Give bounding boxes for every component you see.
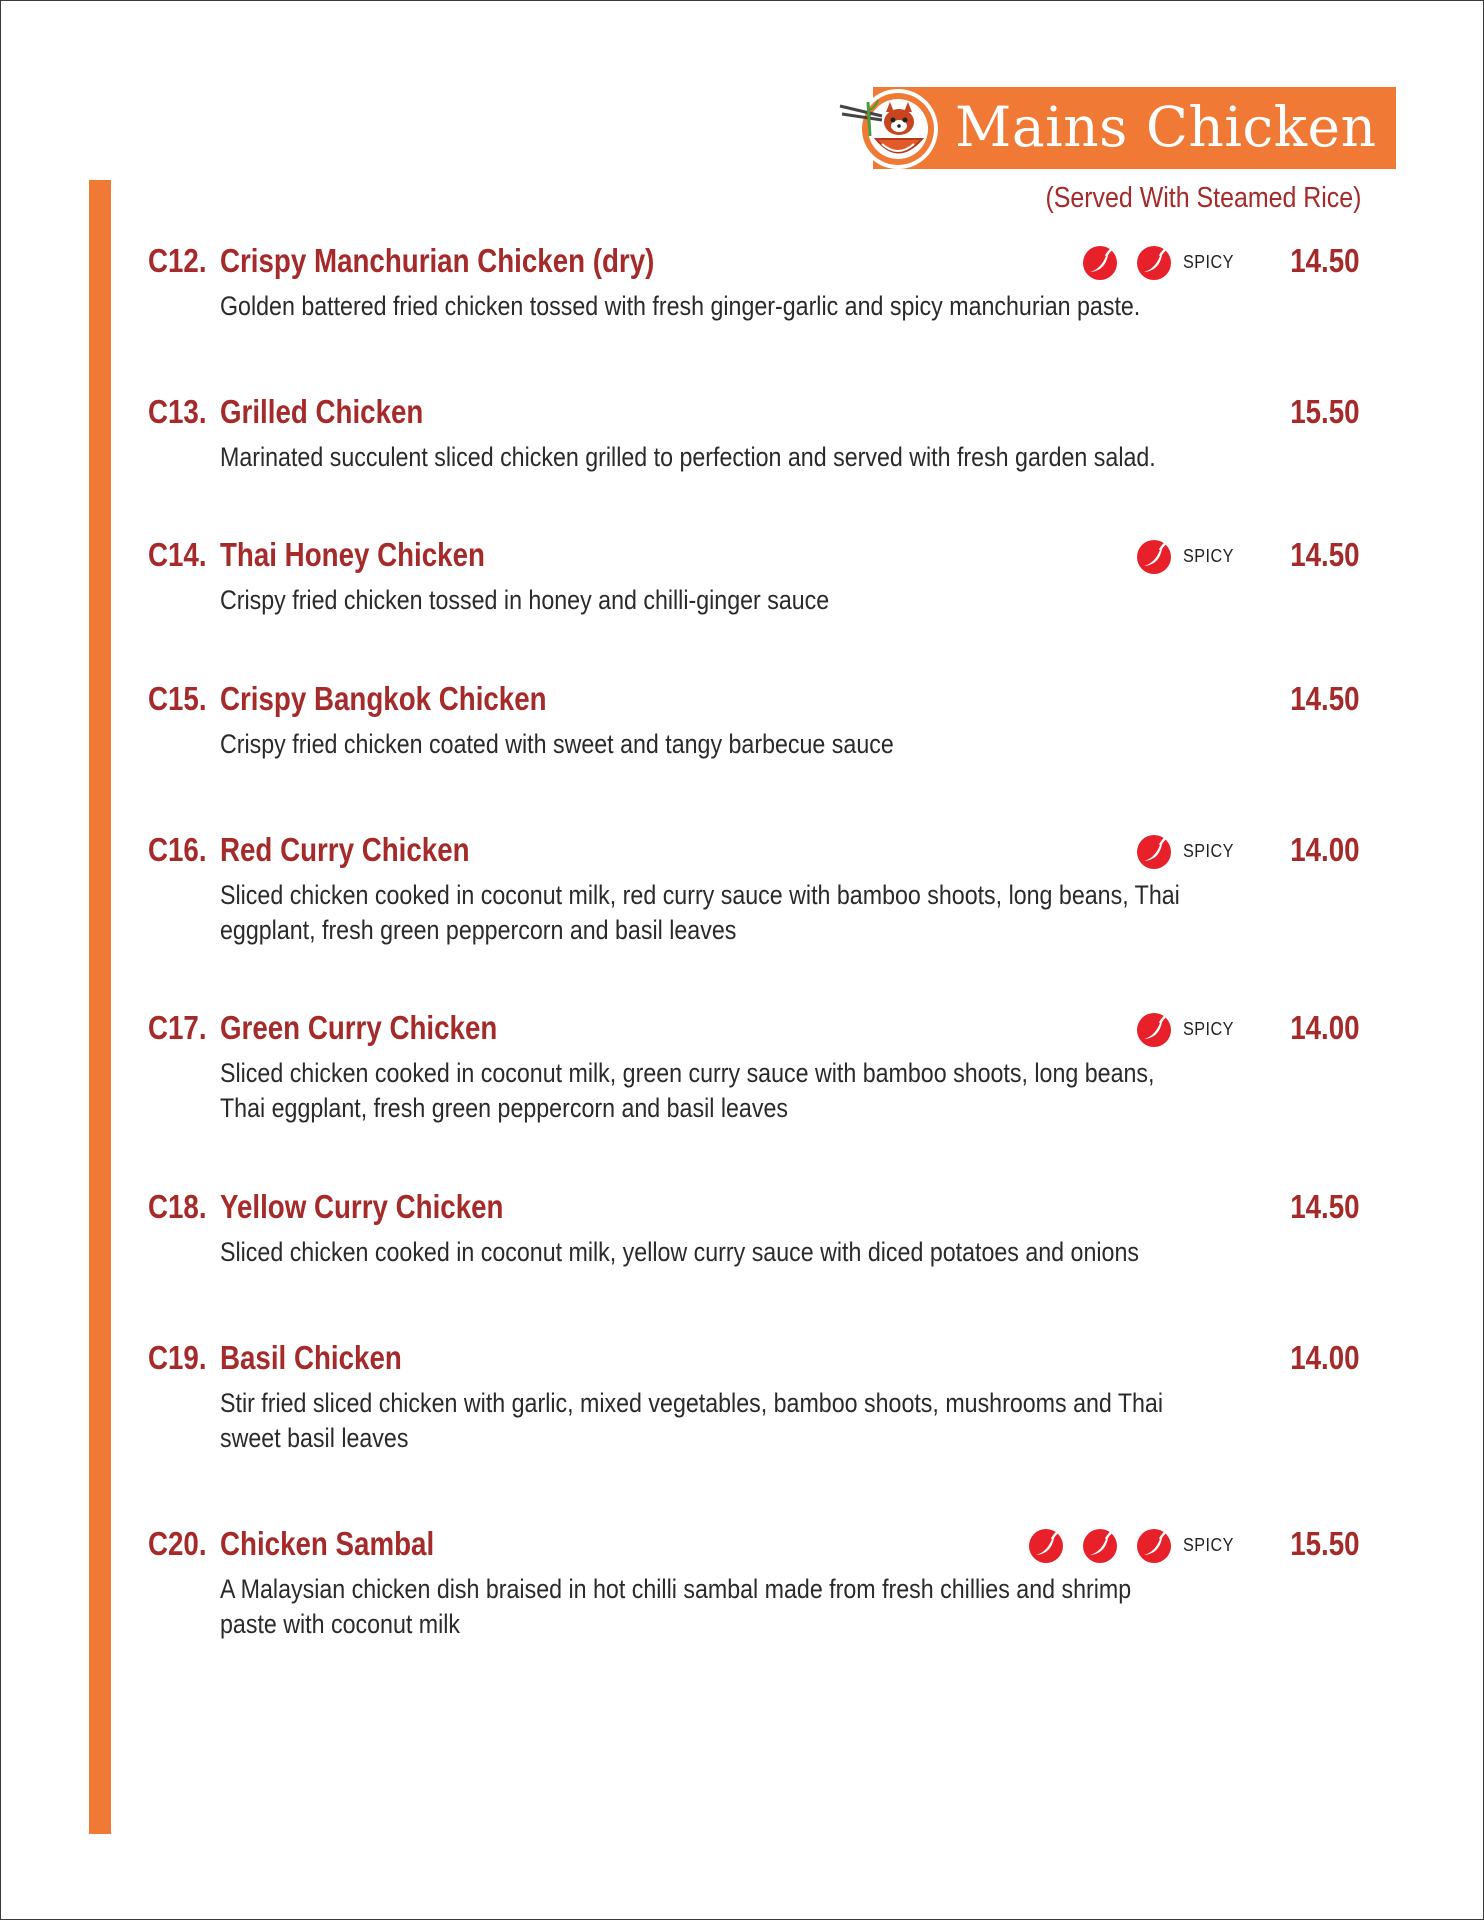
menu-item-description: A Malaysian chicken dish braised in hot chilli sambal made from fresh chillies and shrimp paste with coconut milk	[220, 1574, 1132, 1639]
spicy-label: SPICY	[1183, 1534, 1235, 1555]
spicy-indicator	[1065, 244, 1240, 280]
spicy-label: SPICY	[1183, 251, 1235, 272]
spicy-indicator	[1119, 833, 1240, 869]
menu-item-name: Thai Honey Chicken	[220, 536, 485, 573]
menu-item-price: 14.50	[1290, 536, 1360, 573]
chili-pepper-icon	[1081, 1526, 1119, 1564]
chili-pepper-icon	[1135, 832, 1173, 870]
red-panda-logo-icon	[838, 84, 942, 174]
chili-pepper-icon	[1081, 243, 1119, 281]
page-title: Mains Chicken	[955, 95, 1377, 159]
menu-item-code: C13.	[148, 393, 207, 430]
menu-item-code: C16.	[148, 831, 207, 868]
spicy-label: SPICY	[1183, 545, 1235, 566]
menu-item-price: 14.50	[1290, 1188, 1360, 1225]
menu-item-description: Sliced chicken cooked in coconut milk, green curry sauce with bamboo shoots, long beans, Thai eggplant, fresh green peppercorn and basil leaves	[220, 1058, 1155, 1123]
menu-item-price: 14.50	[1290, 680, 1360, 717]
menu-item-description: Crispy fried chicken coated with sweet and tangy barbecue sauce	[220, 729, 894, 759]
menu-item-description: Crispy fried chicken tossed in honey and chilli-ginger sauce	[220, 585, 830, 615]
menu-item-name: Chicken Sambal	[220, 1525, 435, 1562]
menu-item-code: C19.	[148, 1339, 207, 1376]
side-accent-bar	[89, 180, 111, 1834]
menu-item-description: Stir fried sliced chicken with garlic, mixed vegetables, bamboo shoots, mushrooms and Thai sweet basil leaves	[220, 1388, 1164, 1453]
menu-item-code: C17.	[148, 1009, 207, 1046]
menu-item-name: Red Curry Chicken	[220, 831, 470, 868]
menu-item-price: 14.00	[1290, 1009, 1360, 1046]
menu-item-price: 15.50	[1290, 1525, 1360, 1562]
menu-item-description: Golden battered fried chicken tossed with fresh ginger-garlic and spicy manchurian paste.	[220, 291, 1141, 321]
menu-item-code: C18.	[148, 1188, 207, 1225]
menu-item-price: 14.00	[1290, 1339, 1360, 1376]
menu-item-price: 14.00	[1290, 831, 1360, 868]
chili-pepper-icon	[1135, 537, 1173, 575]
chili-pepper-icon	[1027, 1526, 1065, 1564]
chili-pepper-icon	[1135, 1010, 1173, 1048]
menu-item-name: Basil Chicken	[220, 1339, 402, 1376]
page-subtitle: (Served With Steamed Rice)	[1044, 182, 1361, 214]
spicy-indicator	[1119, 1011, 1240, 1047]
menu-item-name: Green Curry Chicken	[220, 1009, 498, 1046]
spicy-indicator	[1119, 538, 1240, 574]
menu-item-description: Sliced chicken cooked in coconut milk, yellow curry sauce with diced potatoes and onions	[220, 1237, 1139, 1267]
menu-item-name: Crispy Manchurian Chicken (dry)	[220, 242, 655, 279]
menu-item-name: Crispy Bangkok Chicken	[220, 680, 547, 717]
menu-item-code: C20.	[148, 1525, 207, 1562]
menu-item-price: 15.50	[1290, 393, 1360, 430]
menu-item-name: Yellow Curry Chicken	[220, 1188, 504, 1225]
menu-item-price: 14.50	[1290, 242, 1360, 279]
spicy-label: SPICY	[1183, 1018, 1235, 1039]
spicy-indicator	[1011, 1527, 1240, 1563]
menu-item-description: Marinated succulent sliced chicken grilled to perfection and served with fresh garden salad.	[220, 442, 1156, 472]
menu-item-name: Grilled Chicken	[220, 393, 424, 430]
spicy-label: SPICY	[1183, 840, 1235, 861]
menu-item-description: Sliced chicken cooked in coconut milk, red curry sauce with bamboo shoots, long beans, Thai eggplant, fresh green peppercorn and basil leaves	[220, 880, 1180, 945]
menu-item-code: C15.	[148, 680, 207, 717]
chili-pepper-icon	[1135, 1526, 1173, 1564]
menu-item-code: C14.	[148, 536, 207, 573]
menu-item-code: C12.	[148, 242, 207, 279]
chili-pepper-icon	[1135, 243, 1173, 281]
